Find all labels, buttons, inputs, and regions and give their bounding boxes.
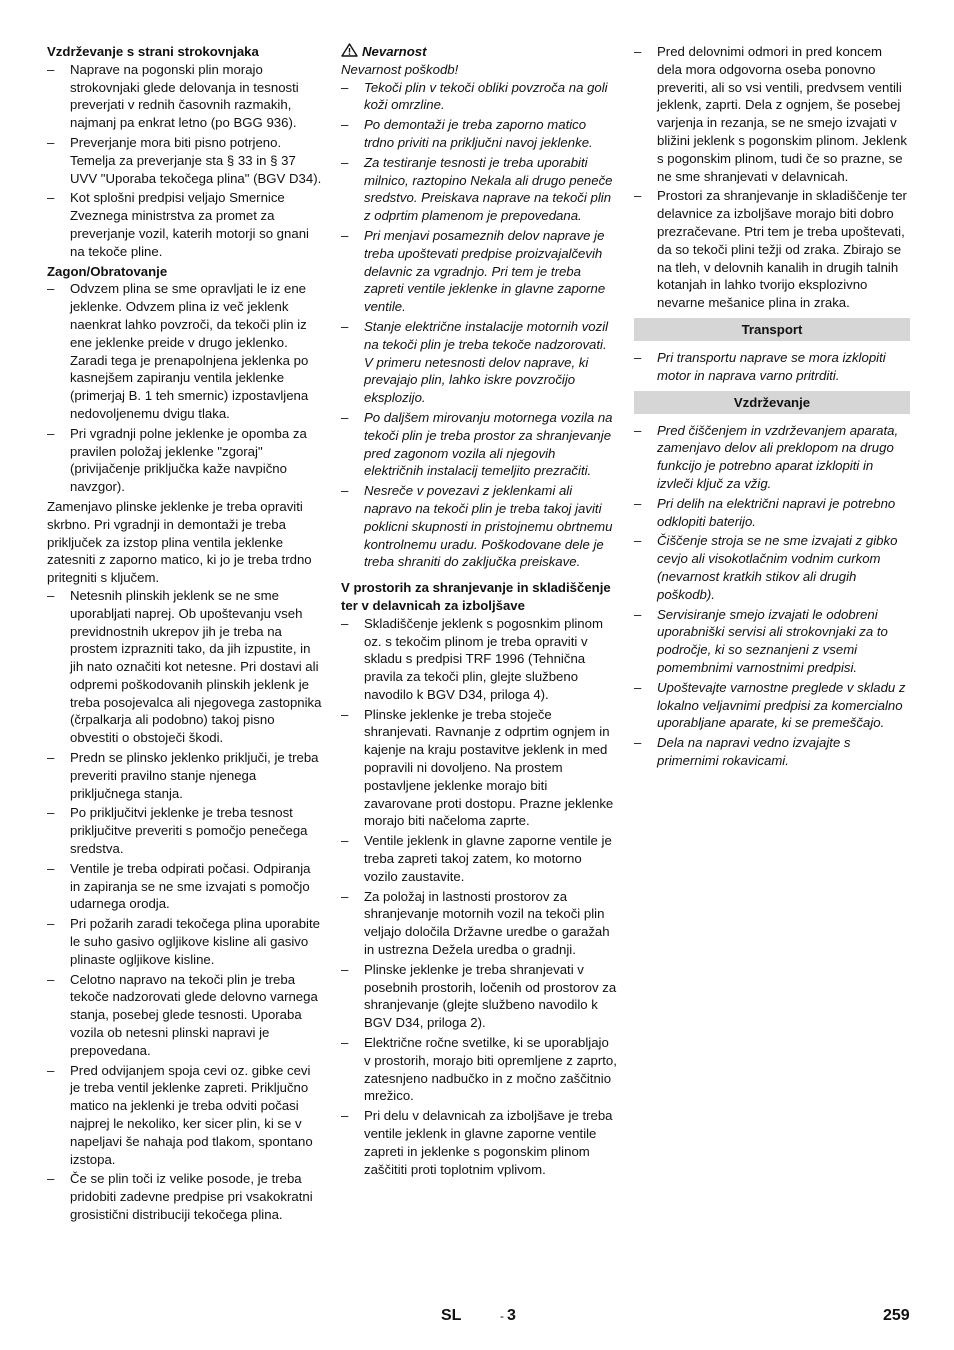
footer-section (500, 1306, 516, 1326)
section-band-maintenance: Vzdrževanje (634, 391, 910, 414)
footer-language: SL (441, 1307, 462, 1324)
list-item: – Tekoči plin v tekoči obliki povzroča na goli koži omrzline. (341, 79, 617, 115)
list-item: – Za testiranje tesnosti je treba uporabiti milnico, raztopino Nekala ali drugo peneče sredstvo. Preiskava naprave na tekoči plin z odprtim plamenom je prepovedana. (341, 154, 617, 225)
list-transport (634, 349, 910, 385)
list-storage (341, 615, 617, 1179)
list-expert-maintenance (47, 61, 323, 261)
list-item: – Predn se plinsko jeklenko priključi, je treba preveriti pravilno stanje njenega priključnega stanja. (47, 749, 323, 802)
warning-title: Nevarnost (362, 44, 427, 59)
list-item: – Pri delih na električni napravi je potrebno odklopiti baterijo. (634, 495, 910, 531)
heading-expert-maintenance: Vzdrževanje s strani strokovnjaka (47, 44, 259, 59)
list-item: – Naprave na pogonski plin morajo strokovnjaki glede delovanja in tesnosti preverjati v rednih časovnih razmakih, najmanj pa enkrat letno (po BGG 936). (47, 61, 323, 132)
list-item: – Pri delu v delavnicah za izboljšave je treba ventile jeklenk in glavne zaporne ventile zapreti in jeklenke s pogonskim plinom zaščititi proti toplotnim vplivom. (341, 1107, 617, 1178)
footer-section-number: 3 (507, 1307, 516, 1324)
list-item: – Servisiranje smejo izvajati le odobreni uporabniški servisi ali strokovnjaki za to področje, ki so seznanjeni z vsemi pomembnimi varnostnimi predpisi. (634, 606, 910, 677)
list-item: – Kot splošni predpisi veljajo Smernice Zveznega ministrstva za promet za preverjanje vozil, katerih motorji so gnani na tekoče pline. (47, 189, 323, 260)
list-item: – Po daljšem mirovanju motornega vozila na tekoči plin je treba prostor za shranjevanje pred zagonom vozila ali njegovih električnih instalacij temeljito prezračiti. (341, 409, 617, 480)
list-item: – Preverjanje mora biti pisno potrjeno. Temelja za preverjanje sta § 33 in § 37 UVV "Uporaba tekočega plina" (BGV D34). (47, 134, 323, 187)
list-storage-continued (634, 43, 910, 312)
column-right (634, 43, 910, 772)
column-middle (341, 43, 617, 1180)
list-item: – Pred delovnimi odmori in pred koncem dela mora odgovorna oseba ponovno preveriti, ali so vsi ventili, predvsem ventili jeklenk, zaprti. Dela z ognjem, še posebej varjenja in rezanja, se ne smejo izvajati v bližini jeklenk s pogonskim plinom. Jeklenk s pogonskim plinom, tudi če so prazne, se ne sme shranjevati v delavnicah. (634, 43, 910, 185)
list-item: – Celotno napravo na tekoči plin je treba tekoče nadzorovati glede delovno varnega stanja, posebej glede tesnosti. Uporaba vozila ob netesni plinski napravi je prepovedana. (47, 971, 323, 1060)
list-item: – Ventile je treba odpirati počasi. Odpiranja in zapiranja se ne sme izvajati s pomočjo udarnega orodja. (47, 860, 323, 913)
list-item: – Skladiščenje jeklenk s pogosnkim plinom oz. s tekočim plinom je treba opraviti v skladu s predpisi TRF 1996 (Tehnična pravila za tekoči plin, glejte službeno navodilo k BGV D34, priloga 4). (341, 615, 617, 704)
list-item: – Pri požarih zaradi tekočega plina uporabite le suho gasivo ogljikove kisline ali gasivo plinaste ogljikove kisline. (47, 915, 323, 968)
list-item: – Plinske jeklenke je treba shranjevati v posebnih prostorih, ločenih od prostorov za shranjevanje (glejte službeno navodilo k BGV D34, priloga 2). (341, 961, 617, 1032)
paragraph-cylinder-change: Zamenjavo plinske jeklenke je treba opraviti skrbno. Pri vgradnji in demontaži je treba priključek za izstop plina ventila jeklenke zatesniti z zaporno matico, ki jo je treba trdno pritegniti s ključem. (47, 498, 312, 586)
list-item: – Električne ročne svetilke, ki se uporabljajo v prostorih, morajo biti opremljene z zaprto, zatesnjeno nadbučko in z močno zaščitnio mrežico. (341, 1034, 617, 1105)
footer-section-prefix: - (500, 1309, 504, 1323)
warning-triangle-icon (341, 43, 358, 57)
warning-subtitle: Nevarnost poškodb! (341, 61, 459, 77)
section-band-transport: Transport (634, 318, 910, 341)
column-left (47, 43, 323, 1226)
footer-page-number: 259 (883, 1307, 910, 1324)
list-item: – Upoštevajte varnostne preglede v skladu z lokalno veljavnimi predpisi za komercialno uporabljane aparate, ki se premeščajo. (634, 679, 910, 732)
list-item: – Pred odvijanjem spoja cevi oz. gibke cevi je treba ventil jeklenke zapreti. Priključno matico na jeklenki je treba odviti počasi najprej le nekoliko, ker sicer plin, ki se v napeljavi še nahaja pod tlakom, spontano izstopa. (47, 1062, 323, 1169)
list-item: – Za položaj in lastnosti prostorov za shranjevanje motornih vozil na tekoči plin veljajo določila Državne uredbe o garažah in ustrezna Dežela uredba o gradnji. (341, 888, 617, 959)
list-cylinder-handling (47, 587, 323, 1224)
list-item: – Po priključitvi jeklenke je treba tesnost priključitve preveriti s pomočjo penečega sredstva. (47, 804, 323, 857)
list-item: – Dela na napravi vedno izvajajte s primernimi rokavicami. (634, 734, 910, 770)
list-item: – Pri menjavi posameznih delov naprave je treba upoštevati predpise proizvajalčevih delavnic za vgradnjo. Pri tem je treba zapreti ventile jeklenke in glavne zaporne ventile. (341, 227, 617, 316)
list-item: – Pri transportu naprave se mora izklopiti motor in naprava varno pritrditi. (634, 349, 910, 385)
list-item: – Plinske jeklenke je treba stoječe shranjevati. Ravnanje z odprtim ognjem in kajenje na kraju postavitve jeklenk in med popravili ni dovoljeno. Na prostem postavljene jeklenke morajo biti zavarovane proti dostopu. Prazne jeklenke morajo biti načeloma zaprte. (341, 706, 617, 831)
list-item: – Prostori za shranjevanje in skladiščenje ter delavnice za izboljšave morajo biti dobro prezračevane. Ptri tem je treba upoštevati, da so tekoči plini težji od zraka. Zbirajo se na tleh, v delovnih kanalih in drugih talnih kotanjah in lahko tvorijo eksplozivno nevarne mešanice plina in zraka. (634, 187, 910, 312)
list-item: – Netesnih plinskih jeklenk se ne sme uporabljati naprej. Ob upoštevanju vseh previdnostnih ukrepov jih je treba na prostem izprazniti tako, da jih izpustite, in jih nato označiti kot netesne. Pri dostavi ali odpremi poškodovanih plinskih jeklenk je treba posojevalca ali njegovega zastopnika (črpalkarja ali podobno) takoj pisno obvestiti o obstoječi škodi. (47, 587, 323, 747)
list-item: – Po demontaži je treba zaporno matico trdno priviti na priključni navoj jeklenke. (341, 116, 617, 152)
heading-operation: Zagon/Obratovanje (47, 263, 168, 279)
list-maintenance (634, 422, 910, 770)
warning-heading (341, 43, 617, 61)
list-item: – Odvzem plina se sme opravljati le iz ene jeklenke. Odvzem plina iz več jeklenk naenkrat lahko povzroči, da tekoči plin iz ene jeklenke preide v drugo jeklenko. Zaradi tega je prenapolnjena jeklenka po kasnejšem zapiranju ventila jeklenke (primerjaj B. 1 teh smernic) izpostavljena nedovoljenemu dvigu tlaka. (47, 280, 323, 422)
list-item: – Čiščenje stroja se ne sme izvajati z gibko cevjo ali visokotlačnim vodnim curkom (nevarnost kratkih stikov ali drugih poškodb). (634, 532, 910, 603)
list-item: – Stanje električne instalacije motornih vozil na tekoči plin je treba tekoče nadzorovati. V primeru netesnosti delov naprave, ki prevajajo plin, lahko iskre povzročijo eksplozijo. (341, 318, 617, 407)
list-item: – Če se plin toči iz velike posode, je treba pridobiti zadevne predpise pri vsakokratni grosistični distribuciji tekočega plina. (47, 1170, 323, 1223)
list-operation (47, 280, 323, 496)
list-item: – Pred čiščenjem in vzdrževanjem aparata, zamenjavo delov ali preklopom na drugo funkcijo je potrebno aparat izklopiti in izvleči ključ za vžig. (634, 422, 910, 493)
list-item: – Nesreče v povezavi z jeklenkami ali napravo na tekoči plin je treba takoj javiti poklicni skupnosti in pristojnemu obrtnemu kontrolnemu uradu. Poškodovane dele je treba shraniti do zaključka preiskave. (341, 482, 617, 571)
heading-storage-workshops: V prostorih za shranjevanje in skladiščenje ter v delavnicah za izboljšave (341, 580, 611, 613)
list-item: – Ventile jeklenk in glavne zaporne ventile je treba zapreti takoj zatem, ko motorno vozilo zaustavite. (341, 832, 617, 885)
list-warning (341, 79, 617, 572)
list-item: – Pri vgradnji polne jeklenke je opomba za pravilen položaj jeklenke "zgoraj" (privijačenje priključka kaže navpično navzgor). (47, 425, 323, 496)
